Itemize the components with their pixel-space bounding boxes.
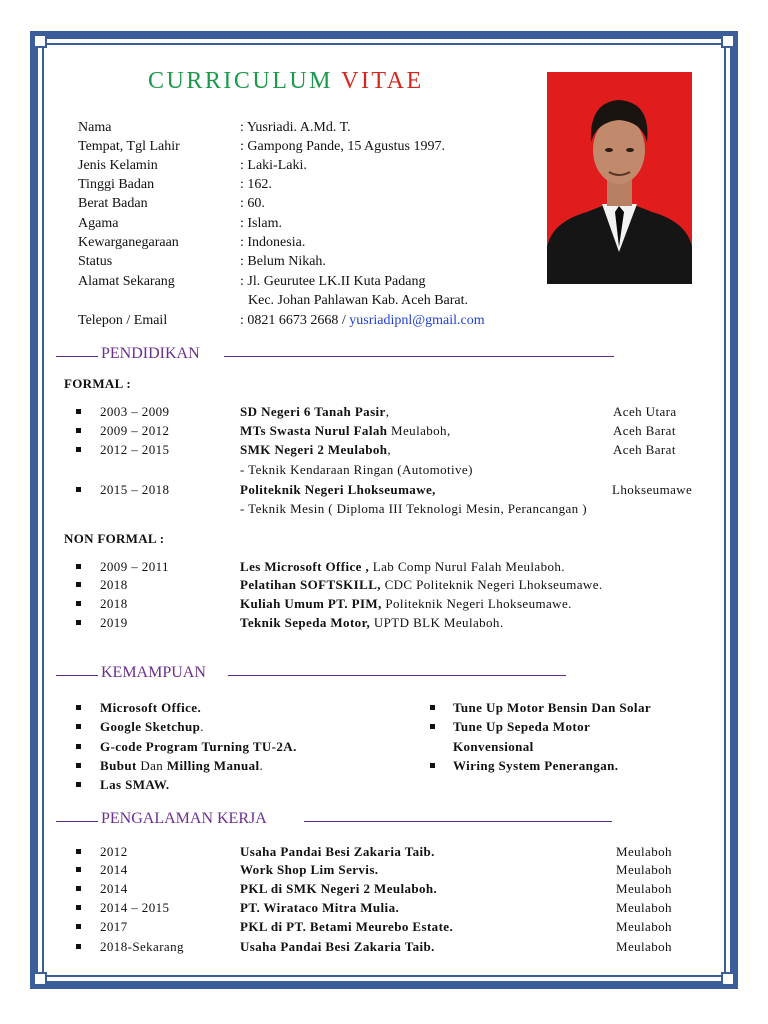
formal-rest: Meulaboh, <box>387 423 451 438</box>
skill-name: Bubut <box>100 758 137 773</box>
info-value <box>240 156 307 175</box>
info-value <box>240 175 272 194</box>
info-value <box>248 291 468 310</box>
border-corner <box>721 972 735 986</box>
info-value-text: : Laki-Laki. <box>240 158 307 173</box>
bullet-icon <box>76 924 81 929</box>
nonformal-course <box>240 575 603 594</box>
skill-item <box>100 717 204 736</box>
border-corner <box>33 972 47 986</box>
info-value-text: : 162. <box>240 177 272 192</box>
formal-year: 2003 – 2009 <box>100 404 170 419</box>
formal-note: - Teknik Kendaraan Ringan (Automotive) <box>240 462 473 477</box>
formal-name: MTs Swasta Nurul Falah <box>240 423 388 438</box>
profile-photo <box>547 72 692 284</box>
formal-place: Lhokseumawe <box>612 482 693 497</box>
skill-item <box>100 756 263 775</box>
section-pengalaman-heading <box>56 810 614 830</box>
formal-year: 2009 – 2012 <box>100 423 170 438</box>
experience-company: PKL di PT. Betami Meurebo Estate. <box>240 919 454 934</box>
kemampuan-heading: KEMAMPUAN <box>101 664 206 681</box>
experience-place: Meulaboh <box>616 900 672 915</box>
info-label: Berat Badan <box>78 196 148 211</box>
bullet-icon <box>430 705 435 710</box>
skill-name: Las SMAW. <box>100 777 170 792</box>
experience-year: 2014 – 2015 <box>100 900 170 915</box>
info-label: Tempat, Tgl Lahir <box>78 139 180 154</box>
bullet-icon <box>76 487 81 492</box>
info-label: Alamat Sekarang <box>78 274 175 289</box>
skill-item <box>100 737 297 756</box>
skill-rest: . <box>259 758 264 773</box>
nonformal-name: Les Microsoft Office , <box>240 559 370 574</box>
info-value <box>240 194 265 213</box>
experience-company: Work Shop Lim Servis. <box>240 862 379 877</box>
bullet-icon <box>76 724 81 729</box>
formal-institution <box>240 480 436 499</box>
email-link: yusriadipnl@gmail.com <box>349 313 485 328</box>
formal-place: Aceh Barat <box>613 442 676 457</box>
skill-item-right: Tune Up Sepeda Motor <box>453 719 591 734</box>
experience-company: Usaha Pandai Besi Zakaria Taib. <box>240 844 435 859</box>
info-value-text: : Belum Nikah. <box>240 254 326 269</box>
experience-place: Meulaboh <box>616 844 672 859</box>
formal-name: SD Negeri 6 Tanah Pasir <box>240 404 386 419</box>
nonformal-rest: CDC Politeknik Negeri Lhokseumawe. <box>380 577 603 592</box>
info-value <box>240 214 282 233</box>
nonformal-year: 2009 – 2011 <box>100 559 169 574</box>
title-curriculum: CURRICULUM <box>148 68 334 94</box>
nonformal-name: Pelatihan SOFTSKILL, <box>240 577 381 592</box>
skill-name: Google Sketchup <box>100 719 201 734</box>
formal-name: SMK Negeri 2 Meulaboh <box>240 442 388 457</box>
formal-institution <box>240 402 389 421</box>
bullet-icon <box>76 428 81 433</box>
nonformal-year: 2018 <box>100 596 128 611</box>
nonformal-rest: Lab Comp Nurul Falah Meulaboh. <box>369 559 565 574</box>
experience-company: PKL di SMK Negeri 2 Meulaboh. <box>240 881 438 896</box>
info-label: Agama <box>78 216 119 231</box>
bullet-icon <box>76 564 81 569</box>
nonformal-year: 2019 <box>100 615 128 630</box>
skill-item <box>100 698 201 717</box>
bullet-icon <box>76 905 81 910</box>
bullet-icon <box>430 763 435 768</box>
info-value <box>240 252 326 271</box>
formal-note: - Teknik Mesin ( Diploma III Teknologi Mesin, Perancangan ) <box>240 501 587 516</box>
bullet-icon <box>76 867 81 872</box>
nonformal-course <box>240 594 572 613</box>
bullet-icon <box>76 744 81 749</box>
formal-institution <box>240 421 451 440</box>
experience-place: Meulaboh <box>616 862 672 877</box>
bullet-icon <box>76 782 81 787</box>
bullet-icon <box>76 409 81 414</box>
document-title <box>148 68 424 95</box>
info-value-text: : Jl. Geurutee LK.II Kuta Padang <box>240 274 426 289</box>
info-value-text: : 0821 6673 2668 / <box>240 313 350 328</box>
bullet-icon <box>76 886 81 891</box>
experience-company: Usaha Pandai Besi Zakaria Taib. <box>240 939 435 954</box>
nonformal-name: Kuliah Umum PT. PIM, <box>240 596 382 611</box>
info-value <box>240 272 425 291</box>
border-corner <box>721 34 735 48</box>
bullet-icon <box>76 620 81 625</box>
formal-place: Aceh Utara <box>613 404 677 419</box>
bullet-icon <box>76 944 81 949</box>
skill-item-right: Tune Up Motor Bensin Dan Solar <box>453 700 652 715</box>
bullet-icon <box>76 705 81 710</box>
info-value-text: : Gampong Pande, 15 Agustus 1997. <box>240 139 445 154</box>
info-label: Kewarganegaraan <box>78 235 179 250</box>
info-label: Nama <box>78 120 112 135</box>
info-label: Jenis Kelamin <box>78 158 158 173</box>
skill-name: Milling Manual <box>166 758 260 773</box>
formal-institution <box>240 440 391 459</box>
info-value-text: : Yusriadi. A.Md. T. <box>240 120 351 135</box>
info-value-text: : Indonesia. <box>240 235 306 250</box>
nonformal-year: 2018 <box>100 577 128 592</box>
info-label: Status <box>78 254 113 269</box>
bullet-icon <box>76 447 81 452</box>
experience-year: 2012 <box>100 844 128 859</box>
experience-year: 2014 <box>100 862 128 877</box>
experience-place: Meulaboh <box>616 919 672 934</box>
formal-name: Politeknik Negeri Lhokseumawe, <box>240 482 436 497</box>
info-value <box>240 311 485 330</box>
info-label: Telepon / Email <box>78 313 168 328</box>
nonformal-rest: UPTD BLK Meulaboh. <box>370 615 504 630</box>
nonformal-rest: Politeknik Negeri Lhokseumawe. <box>381 596 572 611</box>
formal-year: 2012 – 2015 <box>100 442 170 457</box>
pengalaman-heading: PENGALAMAN KERJA <box>101 810 267 827</box>
info-value-text: : 60. <box>240 196 265 211</box>
formal-year: 2015 – 2018 <box>100 482 170 497</box>
skill-name: G-code Program Turning TU-2A. <box>100 739 297 754</box>
skill-item-right: Konvensional <box>453 739 534 754</box>
experience-year: 2017 <box>100 919 128 934</box>
formal-place: Aceh Barat <box>613 423 676 438</box>
section-pendidikan-heading <box>56 345 616 365</box>
info-value-text: : Islam. <box>240 216 282 231</box>
experience-year: 2018-Sekarang <box>100 939 184 954</box>
bullet-icon <box>76 849 81 854</box>
experience-company: PT. Wirataco Mitra Mulia. <box>240 900 400 915</box>
info-value <box>240 137 445 156</box>
skill-rest: . <box>200 719 204 734</box>
info-label: Tinggi Badan <box>78 177 155 192</box>
bullet-icon <box>76 601 81 606</box>
nonformal-course <box>240 557 565 576</box>
formal-rest: , <box>385 404 390 419</box>
formal-rest: , <box>387 442 392 457</box>
skill-item <box>100 775 170 794</box>
nonformal-course <box>240 613 503 632</box>
nonformal-name: Teknik Sepeda Motor, <box>240 615 371 630</box>
info-value <box>240 233 305 252</box>
skill-rest: Dan <box>136 758 167 773</box>
nonformal-label: NON FORMAL : <box>64 531 165 546</box>
info-value-text: Kec. Johan Pahlawan Kab. Aceh Barat. <box>248 293 469 308</box>
border-corner <box>33 34 47 48</box>
info-value <box>240 118 351 137</box>
skill-item-right: Wiring System Penerangan. <box>453 758 619 773</box>
experience-place: Meulaboh <box>616 881 672 896</box>
skill-name: Microsoft Office. <box>100 700 202 715</box>
experience-place: Meulaboh <box>616 939 672 954</box>
bullet-icon <box>76 763 81 768</box>
bullet-icon <box>76 582 81 587</box>
title-vitae: VITAE <box>341 68 424 94</box>
experience-year: 2014 <box>100 881 128 896</box>
formal-label: FORMAL : <box>64 376 132 391</box>
bullet-icon <box>430 724 435 729</box>
pendidikan-heading: PENDIDIKAN <box>101 345 200 362</box>
section-kemampuan-heading <box>56 664 568 684</box>
